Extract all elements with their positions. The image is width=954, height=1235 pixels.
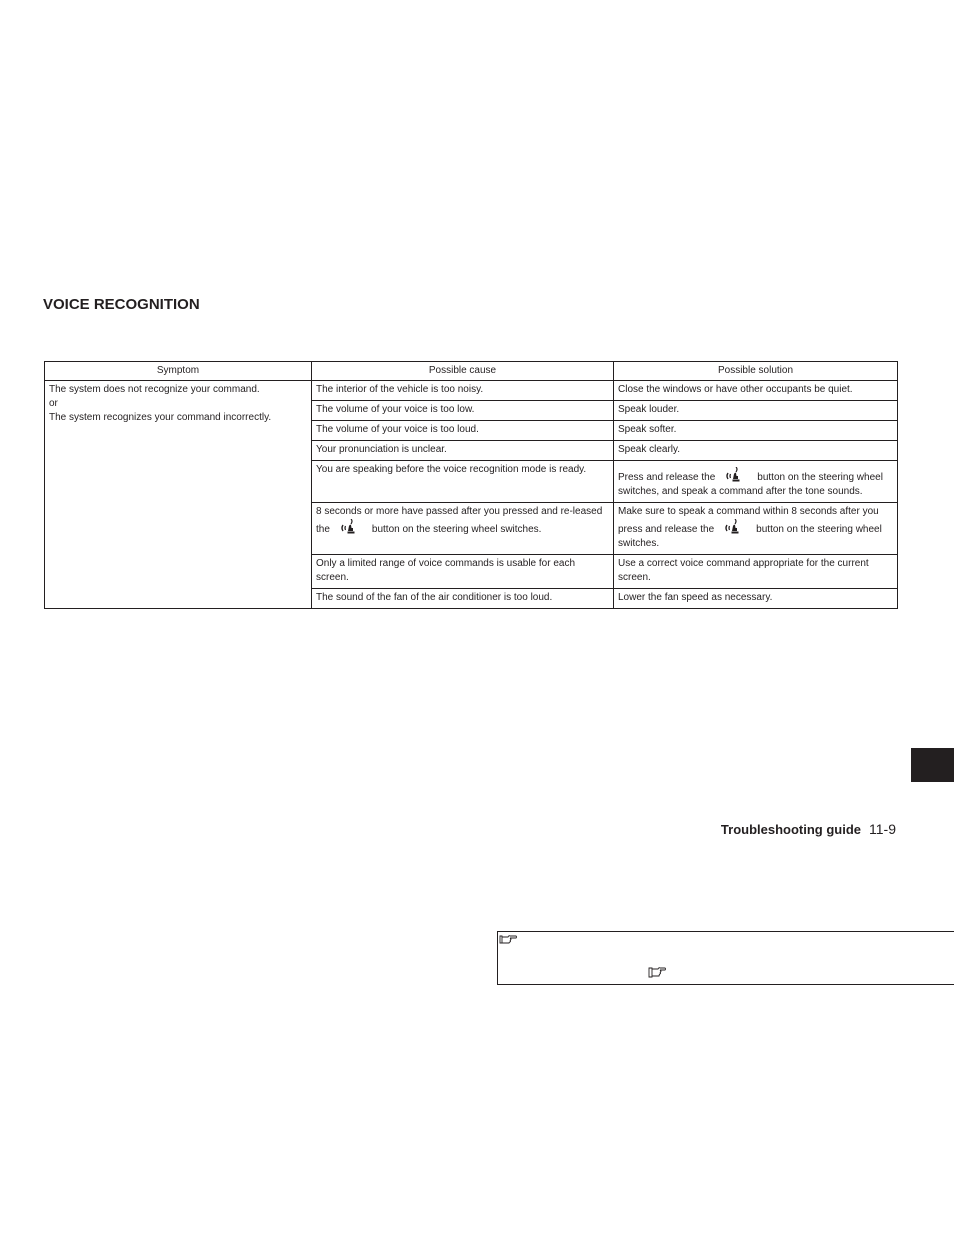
header-possible-cause: Possible cause xyxy=(312,362,614,381)
symptom-or: or xyxy=(49,398,58,409)
solution-cell: Lower the fan speed as necessary. xyxy=(614,589,898,609)
symptom-cell xyxy=(45,381,312,609)
cause-text: button on the steering wheel switches. xyxy=(371,524,542,535)
solution-cell: Speak softer. xyxy=(614,421,898,441)
cause-text: 8 seconds or more have passed after you pressed and re-leased the xyxy=(316,506,603,535)
solution-cell: Speak clearly. xyxy=(614,441,898,461)
reference-box xyxy=(497,931,954,985)
cause-cell: The volume of your voice is too loud. xyxy=(312,421,614,441)
solution-cell: Close the windows or have other occupants be quiet. xyxy=(614,381,898,401)
table-header-row xyxy=(45,362,898,381)
solution-text: Make sure to speak a command within 8 seconds after you press and release the xyxy=(618,506,879,535)
solution-cell: Use a correct voice command appropriate for the current screen. xyxy=(614,555,898,589)
hand-icon xyxy=(648,966,666,978)
footer-section-label: Troubleshooting guide xyxy=(720,822,862,837)
header-symptom: Symptom xyxy=(45,362,312,381)
page-number: 11-9 xyxy=(869,821,896,837)
solution-cell xyxy=(614,461,898,503)
voice-talk-button-icon xyxy=(725,467,743,483)
solution-cell xyxy=(614,503,898,555)
symptom-text: The system recognizes your command incorrectly. xyxy=(49,412,272,423)
cause-cell: Only a limited range of voice commands is usable for each screen. xyxy=(312,555,614,589)
cause-cell xyxy=(312,503,614,555)
cause-cell: The interior of the vehicle is too noisy. xyxy=(312,381,614,401)
page-footer xyxy=(721,821,896,837)
solution-text: button on the steering wheel switches. xyxy=(618,524,882,549)
cause-cell: The volume of your voice is too low. xyxy=(312,401,614,421)
solution-text: Press and release the xyxy=(618,472,716,483)
solution-text: button on the steering wheel switches, and speak a command after the tone sounds. xyxy=(618,472,883,497)
chapter-tab-marker xyxy=(911,748,954,782)
cause-cell: You are speaking before the voice recognition mode is ready. xyxy=(312,461,614,503)
symptom-text: The system does not recognize your command. xyxy=(49,384,260,395)
voice-talk-button-icon xyxy=(340,519,358,535)
table-row xyxy=(45,381,898,401)
voice-talk-button-icon xyxy=(724,519,742,535)
pointing-hand-icon xyxy=(499,933,517,945)
solution-cell: Speak louder. xyxy=(614,401,898,421)
cause-cell: The sound of the fan of the air conditioner is too loud. xyxy=(312,589,614,609)
header-possible-solution: Possible solution xyxy=(614,362,898,381)
section-title: VOICE RECOGNITION xyxy=(43,296,200,313)
cause-cell: Your pronunciation is unclear. xyxy=(312,441,614,461)
troubleshooting-table xyxy=(44,361,898,609)
